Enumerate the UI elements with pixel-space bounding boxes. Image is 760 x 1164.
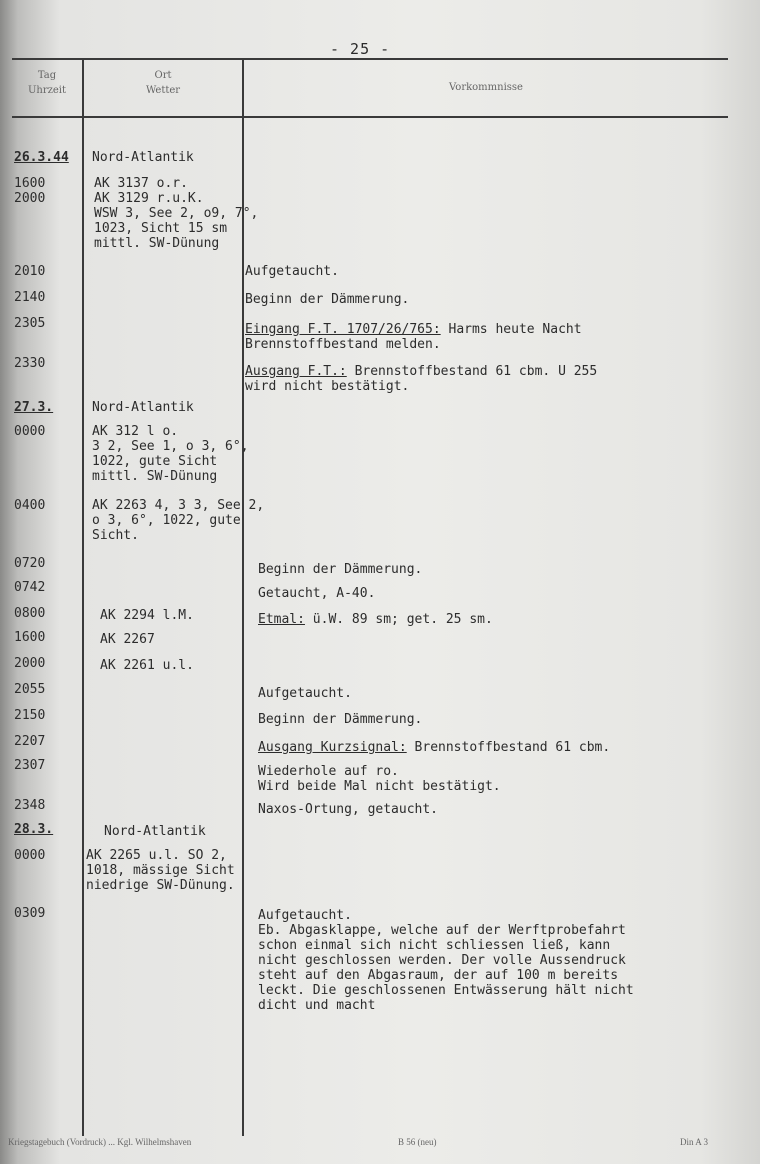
log-event-lead: Ausgang Kurzsignal: xyxy=(258,740,407,755)
log-event-text: Harms heute Nacht Brennstoffbestand melden. xyxy=(245,322,582,352)
log-time: 1600 xyxy=(14,630,46,645)
log-time: 28.3. xyxy=(14,822,54,837)
header-bottom-rule xyxy=(12,116,728,118)
header-place-weather: Ort Wetter xyxy=(145,70,181,96)
log-event-text: ü.W. 89 sm; get. 25 sm. xyxy=(304,612,493,627)
log-event: Wiederhole auf ro. Wird beide Mal nicht bestätigt. xyxy=(258,764,501,794)
log-time: 26.3.44 xyxy=(14,150,69,165)
log-event xyxy=(245,364,597,394)
log-event: Getaucht, A-40. xyxy=(258,586,376,601)
log-time: 0720 xyxy=(14,556,46,571)
log-event-text: Brennstoffbestand 61 cbm. U 255 wird nicht bestätigt. xyxy=(245,364,598,394)
log-time: 2055 xyxy=(14,682,46,697)
log-event: Aufgetaucht. xyxy=(245,264,339,279)
log-time: 2140 xyxy=(14,290,46,305)
header-events: Vorkommnisse xyxy=(449,82,523,93)
page-number: - 25 - xyxy=(330,40,391,58)
log-time: 0400 xyxy=(14,498,46,513)
footer-form-text: Kriegstagebuch (Vordruck) ... Kgl. Wilhelmshaven xyxy=(8,1137,192,1147)
log-time: 2010 xyxy=(14,264,46,279)
log-event-text: Brennstoffbestand 61 cbm. xyxy=(406,740,611,755)
log-event: Beginn der Dämmerung. xyxy=(245,292,410,307)
log-time: 0000 xyxy=(14,848,46,863)
footer-form-number: B 56 (neu) xyxy=(398,1137,437,1147)
log-event-lead: Etmal: xyxy=(258,612,305,627)
log-place: AK 2265 u.l. SO 2, 1018, mässige Sicht niedrige SW-Dünung. xyxy=(86,848,235,893)
log-place: AK 312 l o. 3 2, See 1, o 3, 6°, 1022, gute Sicht mittl. SW-Dünung xyxy=(92,424,249,484)
log-event: Naxos-Ortung, getaucht. xyxy=(258,802,439,817)
column-divider-1 xyxy=(82,58,84,1136)
log-time: 2000 xyxy=(14,656,46,671)
log-event: Beginn der Dämmerung. xyxy=(258,562,423,577)
log-event-lead: Ausgang F.T.: xyxy=(245,364,347,379)
log-time: 1600 2000 xyxy=(14,176,46,206)
log-place: Nord-Atlantik xyxy=(92,150,194,165)
log-time: 27.3. xyxy=(14,400,54,415)
log-time: 0742 xyxy=(14,580,46,595)
log-time: 2348 xyxy=(14,798,46,813)
log-place: AK 2267 xyxy=(100,632,155,647)
log-event xyxy=(258,612,493,627)
log-place: Nord-Atlantik xyxy=(92,400,194,415)
log-time: 2150 xyxy=(14,708,46,723)
log-time: 2307 xyxy=(14,758,46,773)
log-event: Aufgetaucht. Eb. Abgasklappe, welche auf der Werftprobefahrt schon einmal sich nicht schliessen ließ, kann nicht geschlossen werden. Der volle Aussendruck steht auf den Abgasraum, der auf 100 m bereits leckt. Die geschlossenen Entwässerung hält nicht dicht und macht xyxy=(258,908,634,1013)
log-place: AK 2261 u.l. xyxy=(100,658,194,673)
log-event-lead: Eingang F.T. 1707/26/765: xyxy=(245,322,441,337)
log-place: AK 2263 4, 3 3, See 2, o 3, 6°, 1022, gute Sicht. xyxy=(92,498,265,543)
log-place: AK 3137 o.r. AK 3129 r.u.K. WSW 3, See 2, o9, 7°, 1023, Sicht 15 sm mittl. SW-Dünung xyxy=(94,176,259,251)
log-event: Beginn der Dämmerung. xyxy=(258,712,423,727)
footer-paper-size: Din A 3 xyxy=(680,1137,709,1147)
log-time: 2305 xyxy=(14,316,46,331)
log-event xyxy=(258,740,610,755)
log-time: 0309 xyxy=(14,906,46,921)
log-time: 2330 xyxy=(14,356,46,371)
header-date-time: Tag Uhrzeit xyxy=(27,70,67,96)
log-event: Aufgetaucht. xyxy=(258,686,352,701)
log-event xyxy=(245,322,582,352)
log-place: AK 2294 l.M. xyxy=(100,608,194,623)
table-top-rule xyxy=(12,58,728,60)
log-place: Nord-Atlantik xyxy=(104,824,206,839)
log-time: 0000 xyxy=(14,424,46,439)
log-time: 2207 xyxy=(14,734,46,749)
log-time: 0800 xyxy=(14,606,46,621)
